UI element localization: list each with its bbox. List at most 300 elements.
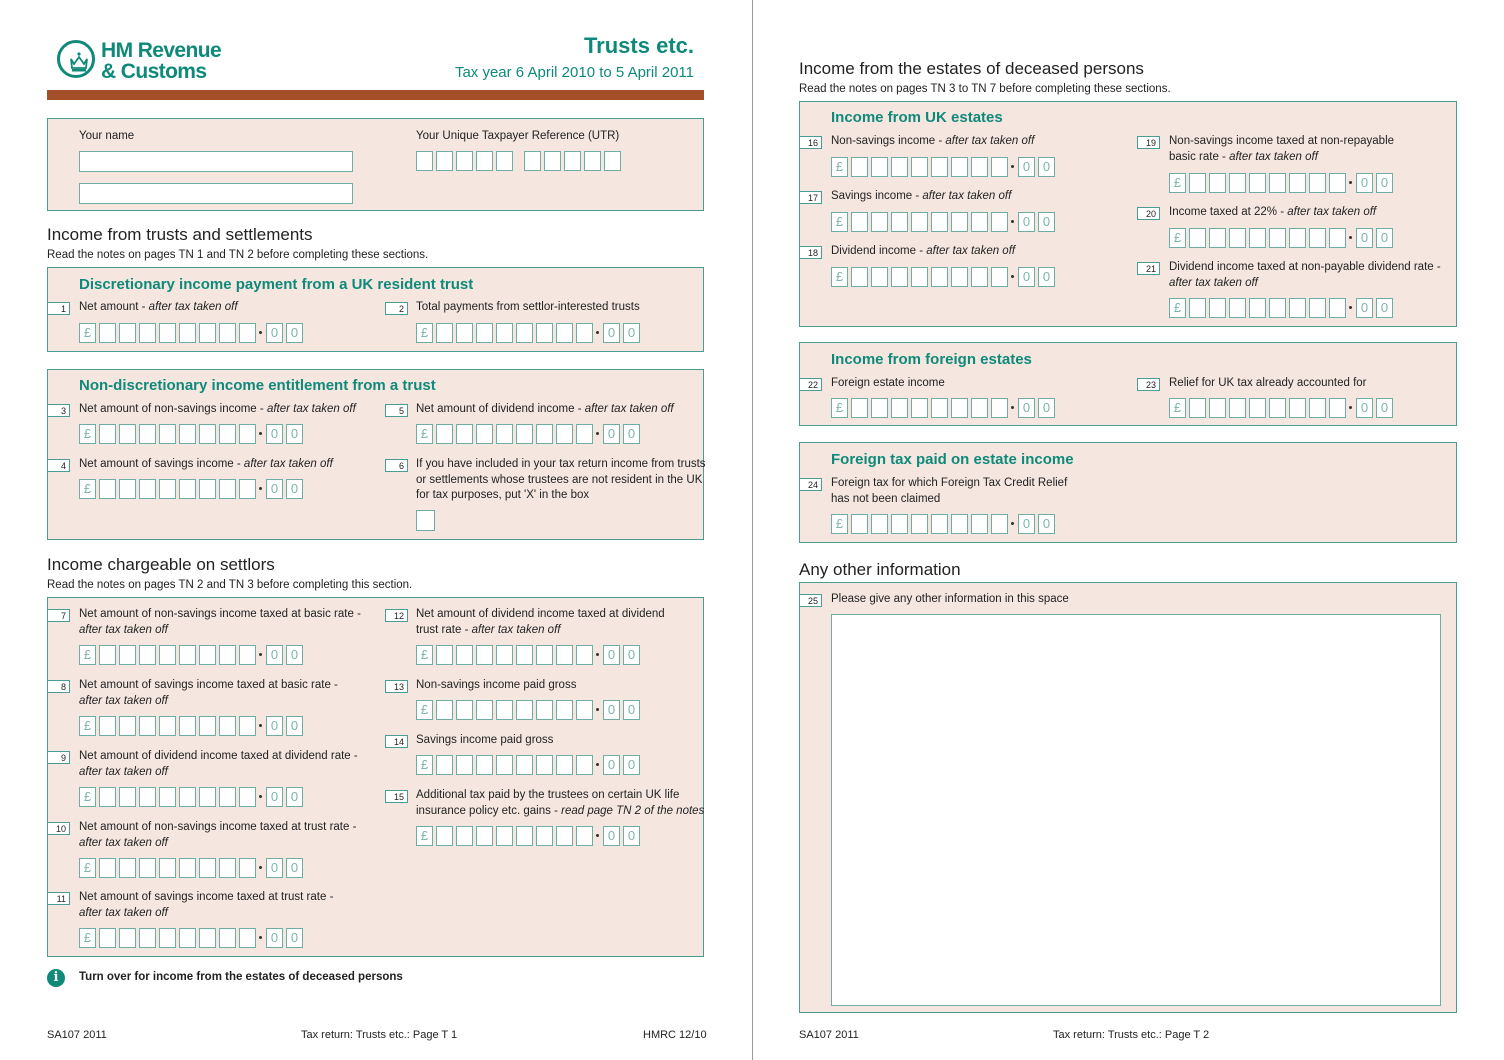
currency-cell[interactable]: £ bbox=[831, 267, 848, 287]
digit-cell[interactable] bbox=[219, 323, 236, 343]
digit-cell[interactable] bbox=[159, 323, 176, 343]
box17-amount[interactable] bbox=[831, 212, 1058, 232]
digit-cell[interactable] bbox=[99, 424, 116, 444]
box20-amount[interactable] bbox=[1169, 228, 1396, 248]
digit-cell[interactable] bbox=[496, 424, 513, 444]
digit-cell[interactable] bbox=[891, 157, 908, 177]
digit-cell[interactable] bbox=[99, 716, 116, 736]
digit-cell[interactable] bbox=[199, 479, 216, 499]
digit-cell[interactable] bbox=[576, 700, 593, 720]
digit-cell[interactable] bbox=[99, 858, 116, 878]
pence-cell[interactable]: 0 bbox=[266, 323, 283, 343]
pence-cell[interactable]: 0 bbox=[623, 755, 640, 775]
digit-cell[interactable] bbox=[179, 787, 196, 807]
currency-cell[interactable]: £ bbox=[416, 645, 433, 665]
digit-cell[interactable] bbox=[911, 398, 928, 418]
digit-cell[interactable] bbox=[199, 928, 216, 948]
digit-cell[interactable] bbox=[516, 645, 533, 665]
digit-cell[interactable] bbox=[556, 700, 573, 720]
digit-cell[interactable] bbox=[239, 479, 256, 499]
digit-cell[interactable] bbox=[239, 716, 256, 736]
digit-cell[interactable] bbox=[991, 398, 1008, 418]
digit-cell[interactable] bbox=[891, 514, 908, 534]
pence-cell[interactable]: 0 bbox=[1038, 267, 1055, 287]
box24-amount[interactable] bbox=[831, 514, 1058, 534]
digit-cell[interactable] bbox=[239, 424, 256, 444]
box-number: 22 bbox=[799, 378, 822, 391]
box12-amount[interactable] bbox=[416, 645, 643, 665]
box1-amount[interactable] bbox=[79, 323, 306, 343]
digit-cell[interactable] bbox=[1209, 228, 1226, 248]
currency-cell[interactable]: £ bbox=[416, 755, 433, 775]
digit-cell[interactable] bbox=[496, 826, 513, 846]
digit-cell[interactable] bbox=[1229, 298, 1246, 318]
digit-cell[interactable] bbox=[1269, 398, 1286, 418]
utr-digit[interactable] bbox=[544, 151, 561, 171]
box8-amount[interactable] bbox=[79, 716, 306, 736]
pence-cell[interactable]: 0 bbox=[1356, 398, 1373, 418]
box14-amount[interactable] bbox=[416, 755, 643, 775]
pence-cell[interactable]: 0 bbox=[286, 716, 303, 736]
digit-cell[interactable] bbox=[219, 858, 236, 878]
currency-cell[interactable]: £ bbox=[1169, 173, 1186, 193]
currency-cell[interactable]: £ bbox=[831, 514, 848, 534]
digit-cell[interactable] bbox=[239, 928, 256, 948]
digit-cell[interactable] bbox=[179, 716, 196, 736]
pence-cell[interactable]: 0 bbox=[603, 826, 620, 846]
pence-cell[interactable]: 0 bbox=[286, 858, 303, 878]
currency-cell[interactable]: £ bbox=[79, 928, 96, 948]
digit-cell[interactable] bbox=[911, 514, 928, 534]
digit-cell[interactable] bbox=[951, 212, 968, 232]
digit-cell[interactable] bbox=[1229, 173, 1246, 193]
digit-cell[interactable] bbox=[139, 858, 156, 878]
digit-cell[interactable] bbox=[911, 157, 928, 177]
pence-cell[interactable]: 0 bbox=[623, 826, 640, 846]
digit-cell[interactable] bbox=[119, 323, 136, 343]
digit-cell[interactable] bbox=[1249, 173, 1266, 193]
box9-amount[interactable] bbox=[79, 787, 306, 807]
pence-cell[interactable]: 0 bbox=[603, 424, 620, 444]
pence-cell[interactable]: 0 bbox=[1018, 267, 1035, 287]
footer-form-code: SA107 2011 bbox=[799, 1029, 859, 1041]
digit-cell[interactable] bbox=[199, 424, 216, 444]
currency-cell[interactable]: £ bbox=[79, 424, 96, 444]
box4-amount[interactable] bbox=[79, 479, 306, 499]
box6-checkbox[interactable] bbox=[416, 510, 435, 531]
digit-cell[interactable] bbox=[456, 323, 473, 343]
digit-cell[interactable] bbox=[911, 212, 928, 232]
digit-cell[interactable] bbox=[1249, 298, 1266, 318]
digit-cell[interactable] bbox=[1229, 398, 1246, 418]
digit-cell[interactable] bbox=[1209, 298, 1226, 318]
digit-cell[interactable] bbox=[536, 424, 553, 444]
digit-cell[interactable] bbox=[159, 787, 176, 807]
digit-cell[interactable] bbox=[1329, 173, 1346, 193]
digit-cell[interactable] bbox=[851, 398, 868, 418]
box-number: 12 bbox=[385, 609, 408, 622]
digit-cell[interactable] bbox=[179, 645, 196, 665]
digit-cell[interactable] bbox=[851, 157, 868, 177]
digit-cell[interactable] bbox=[456, 755, 473, 775]
digit-cell[interactable] bbox=[516, 755, 533, 775]
digit-cell[interactable] bbox=[951, 157, 968, 177]
pence-cell[interactable]: 0 bbox=[623, 424, 640, 444]
utr-digit[interactable] bbox=[416, 151, 433, 171]
digit-cell[interactable] bbox=[436, 826, 453, 846]
digit-cell[interactable] bbox=[536, 323, 553, 343]
pence-cell[interactable]: 0 bbox=[603, 700, 620, 720]
box7-amount[interactable] bbox=[79, 645, 306, 665]
digit-cell[interactable] bbox=[239, 858, 256, 878]
digit-cell[interactable] bbox=[119, 716, 136, 736]
pence-cell[interactable]: 0 bbox=[266, 928, 283, 948]
currency-cell[interactable]: £ bbox=[416, 323, 433, 343]
digit-cell[interactable] bbox=[971, 398, 988, 418]
digit-cell[interactable] bbox=[1309, 228, 1326, 248]
digit-cell[interactable] bbox=[556, 755, 573, 775]
digit-cell[interactable] bbox=[496, 645, 513, 665]
digit-cell[interactable] bbox=[516, 700, 533, 720]
digit-cell[interactable] bbox=[99, 645, 116, 665]
digit-cell[interactable] bbox=[496, 700, 513, 720]
digit-cell[interactable] bbox=[871, 267, 888, 287]
digit-cell[interactable] bbox=[991, 157, 1008, 177]
digit-cell[interactable] bbox=[1309, 398, 1326, 418]
digit-cell[interactable] bbox=[119, 424, 136, 444]
digit-cell[interactable] bbox=[556, 424, 573, 444]
digit-cell[interactable] bbox=[219, 645, 236, 665]
pence-cell[interactable]: 0 bbox=[1018, 157, 1035, 177]
box13-label: Non-savings income paid gross bbox=[416, 679, 577, 691]
digit-cell[interactable] bbox=[1269, 298, 1286, 318]
pence-cell[interactable]: 0 bbox=[286, 787, 303, 807]
digit-cell[interactable] bbox=[219, 928, 236, 948]
utr-digit[interactable] bbox=[584, 151, 601, 171]
digit-cell[interactable] bbox=[99, 479, 116, 499]
utr-digit[interactable] bbox=[436, 151, 453, 171]
digit-cell[interactable] bbox=[476, 424, 493, 444]
digit-cell[interactable] bbox=[1189, 298, 1206, 318]
digit-cell[interactable] bbox=[556, 645, 573, 665]
pence-cell[interactable]: 0 bbox=[1038, 212, 1055, 232]
digit-cell[interactable] bbox=[951, 398, 968, 418]
name-field-2[interactable] bbox=[79, 183, 353, 204]
digit-cell[interactable] bbox=[576, 323, 593, 343]
pence-cell[interactable]: 0 bbox=[266, 479, 283, 499]
utr-digit[interactable] bbox=[524, 151, 541, 171]
digit-cell[interactable] bbox=[219, 716, 236, 736]
pence-cell[interactable]: 0 bbox=[603, 755, 620, 775]
currency-cell[interactable]: £ bbox=[79, 787, 96, 807]
box5-amount[interactable] bbox=[416, 424, 643, 444]
foreign-estates-title: Income from foreign estates bbox=[831, 351, 1032, 368]
pence-cell[interactable]: 0 bbox=[623, 645, 640, 665]
digit-cell[interactable] bbox=[199, 787, 216, 807]
digit-cell[interactable] bbox=[951, 267, 968, 287]
box23-label: Relief for UK tax already accounted for bbox=[1169, 377, 1367, 389]
other-info-textarea[interactable] bbox=[831, 614, 1441, 1006]
digit-cell[interactable] bbox=[159, 479, 176, 499]
pence-cell[interactable]: 0 bbox=[603, 323, 620, 343]
digit-cell[interactable] bbox=[139, 716, 156, 736]
digit-cell[interactable] bbox=[456, 826, 473, 846]
digit-cell[interactable] bbox=[536, 755, 553, 775]
digit-cell[interactable] bbox=[179, 323, 196, 343]
digit-cell[interactable] bbox=[536, 700, 553, 720]
pence-cell[interactable]: 0 bbox=[286, 645, 303, 665]
digit-cell[interactable] bbox=[1189, 398, 1206, 418]
digit-cell[interactable] bbox=[851, 212, 868, 232]
digit-cell[interactable] bbox=[436, 755, 453, 775]
digit-cell[interactable] bbox=[871, 514, 888, 534]
pence-cell[interactable]: 0 bbox=[1356, 298, 1373, 318]
digit-cell[interactable] bbox=[1189, 228, 1206, 248]
currency-cell[interactable]: £ bbox=[831, 398, 848, 418]
discretionary-title: Discretionary income payment from a UK resident trust bbox=[79, 276, 474, 293]
digit-cell[interactable] bbox=[219, 424, 236, 444]
pence-cell[interactable]: 0 bbox=[1356, 228, 1373, 248]
pence-cell[interactable]: 0 bbox=[1038, 514, 1055, 534]
currency-cell[interactable]: £ bbox=[79, 323, 96, 343]
box21-amount[interactable] bbox=[1169, 298, 1396, 318]
digit-cell[interactable] bbox=[1269, 228, 1286, 248]
digit-cell[interactable] bbox=[159, 645, 176, 665]
digit-cell[interactable] bbox=[871, 212, 888, 232]
digit-cell[interactable] bbox=[159, 928, 176, 948]
box15-amount[interactable] bbox=[416, 826, 643, 846]
digit-cell[interactable] bbox=[931, 157, 948, 177]
box10-amount[interactable] bbox=[79, 858, 306, 878]
pence-cell[interactable]: 0 bbox=[603, 645, 620, 665]
digit-cell[interactable] bbox=[496, 755, 513, 775]
digit-cell[interactable] bbox=[139, 424, 156, 444]
digit-cell[interactable] bbox=[119, 858, 136, 878]
digit-cell[interactable] bbox=[219, 479, 236, 499]
digit-cell[interactable] bbox=[851, 514, 868, 534]
digit-cell[interactable] bbox=[1249, 228, 1266, 248]
digit-cell[interactable] bbox=[1309, 173, 1326, 193]
utr-digit[interactable] bbox=[496, 151, 513, 171]
digit-cell[interactable] bbox=[891, 398, 908, 418]
digit-cell[interactable] bbox=[119, 645, 136, 665]
box13-amount[interactable] bbox=[416, 700, 643, 720]
digit-cell[interactable] bbox=[99, 323, 116, 343]
digit-cell[interactable] bbox=[476, 700, 493, 720]
digit-cell[interactable] bbox=[971, 212, 988, 232]
digit-cell[interactable] bbox=[931, 267, 948, 287]
currency-cell[interactable]: £ bbox=[79, 716, 96, 736]
digit-cell[interactable] bbox=[239, 787, 256, 807]
digit-cell[interactable] bbox=[931, 212, 948, 232]
digit-cell[interactable] bbox=[199, 323, 216, 343]
currency-cell[interactable]: £ bbox=[416, 700, 433, 720]
digit-cell[interactable] bbox=[516, 323, 533, 343]
pence-cell[interactable]: 0 bbox=[1376, 173, 1393, 193]
pence-cell[interactable]: 0 bbox=[286, 479, 303, 499]
pence-cell[interactable]: 0 bbox=[1038, 398, 1055, 418]
digit-cell[interactable] bbox=[436, 645, 453, 665]
box16-amount[interactable] bbox=[831, 157, 1058, 177]
digit-cell[interactable] bbox=[179, 424, 196, 444]
currency-cell[interactable]: £ bbox=[79, 479, 96, 499]
digit-cell[interactable] bbox=[159, 858, 176, 878]
digit-cell[interactable] bbox=[139, 787, 156, 807]
pence-cell[interactable]: 0 bbox=[266, 787, 283, 807]
digit-cell[interactable] bbox=[991, 267, 1008, 287]
digit-cell[interactable] bbox=[1329, 398, 1346, 418]
box18-amount[interactable] bbox=[831, 267, 1058, 287]
box23-amount[interactable] bbox=[1169, 398, 1396, 418]
utr-digit[interactable] bbox=[564, 151, 581, 171]
decimal-point bbox=[259, 653, 262, 656]
currency-cell[interactable]: £ bbox=[79, 645, 96, 665]
pence-cell[interactable]: 0 bbox=[623, 700, 640, 720]
box-number: 11 bbox=[47, 892, 70, 905]
digit-cell[interactable] bbox=[476, 826, 493, 846]
digit-cell[interactable] bbox=[179, 858, 196, 878]
digit-cell[interactable] bbox=[436, 700, 453, 720]
digit-cell[interactable] bbox=[1289, 298, 1306, 318]
box11-amount[interactable] bbox=[79, 928, 306, 948]
digit-cell[interactable] bbox=[1289, 398, 1306, 418]
currency-cell[interactable]: £ bbox=[1169, 298, 1186, 318]
digit-cell[interactable] bbox=[851, 267, 868, 287]
digit-cell[interactable] bbox=[476, 755, 493, 775]
digit-cell[interactable] bbox=[159, 716, 176, 736]
digit-cell[interactable] bbox=[1249, 398, 1266, 418]
digit-cell[interactable] bbox=[179, 479, 196, 499]
pence-cell[interactable]: 0 bbox=[1018, 212, 1035, 232]
pence-cell[interactable]: 0 bbox=[266, 858, 283, 878]
digit-cell[interactable] bbox=[159, 424, 176, 444]
box22-amount[interactable] bbox=[831, 398, 1058, 418]
digit-cell[interactable] bbox=[139, 479, 156, 499]
digit-cell[interactable] bbox=[931, 398, 948, 418]
turn-over-note: Turn over for income from the estates of deceased persons bbox=[79, 971, 403, 983]
digit-cell[interactable] bbox=[1289, 228, 1306, 248]
digit-cell[interactable] bbox=[199, 716, 216, 736]
digit-cell[interactable] bbox=[476, 323, 493, 343]
digit-cell[interactable] bbox=[971, 267, 988, 287]
digit-cell[interactable] bbox=[239, 323, 256, 343]
pence-cell[interactable]: 0 bbox=[1018, 514, 1035, 534]
pence-cell[interactable]: 0 bbox=[1376, 228, 1393, 248]
digit-cell[interactable] bbox=[576, 424, 593, 444]
pence-cell[interactable]: 0 bbox=[286, 424, 303, 444]
digit-cell[interactable] bbox=[891, 267, 908, 287]
digit-cell[interactable] bbox=[971, 514, 988, 534]
digit-cell[interactable] bbox=[456, 645, 473, 665]
digit-cell[interactable] bbox=[456, 424, 473, 444]
digit-cell[interactable] bbox=[576, 755, 593, 775]
pence-cell[interactable]: 0 bbox=[286, 323, 303, 343]
digit-cell[interactable] bbox=[99, 928, 116, 948]
digit-cell[interactable] bbox=[536, 645, 553, 665]
digit-cell[interactable] bbox=[496, 323, 513, 343]
pence-cell[interactable]: 0 bbox=[1356, 173, 1373, 193]
digit-cell[interactable] bbox=[119, 479, 136, 499]
digit-cell[interactable] bbox=[199, 858, 216, 878]
digit-cell[interactable] bbox=[931, 514, 948, 534]
digit-cell[interactable] bbox=[119, 928, 136, 948]
pence-cell[interactable]: 0 bbox=[1376, 298, 1393, 318]
box19-amount[interactable] bbox=[1169, 173, 1396, 193]
digit-cell[interactable] bbox=[971, 157, 988, 177]
digit-cell[interactable] bbox=[1209, 398, 1226, 418]
pence-cell[interactable]: 0 bbox=[286, 928, 303, 948]
currency-cell[interactable]: £ bbox=[79, 858, 96, 878]
pence-cell[interactable]: 0 bbox=[1376, 398, 1393, 418]
currency-cell[interactable]: £ bbox=[831, 212, 848, 232]
digit-cell[interactable] bbox=[536, 826, 553, 846]
digit-cell[interactable] bbox=[99, 787, 116, 807]
digit-cell[interactable] bbox=[1289, 173, 1306, 193]
pence-cell[interactable]: 0 bbox=[623, 323, 640, 343]
pence-cell[interactable]: 0 bbox=[266, 424, 283, 444]
currency-cell[interactable]: £ bbox=[831, 157, 848, 177]
currency-cell[interactable]: £ bbox=[416, 826, 433, 846]
digit-cell[interactable] bbox=[556, 826, 573, 846]
digit-cell[interactable] bbox=[436, 323, 453, 343]
digit-cell[interactable] bbox=[139, 323, 156, 343]
digit-cell[interactable] bbox=[119, 787, 136, 807]
pence-cell[interactable]: 0 bbox=[1038, 157, 1055, 177]
digit-cell[interactable] bbox=[1229, 228, 1246, 248]
digit-cell[interactable] bbox=[199, 645, 216, 665]
currency-cell[interactable]: £ bbox=[416, 424, 433, 444]
digit-cell[interactable] bbox=[1189, 173, 1206, 193]
pence-cell[interactable]: 0 bbox=[266, 645, 283, 665]
digit-cell[interactable] bbox=[871, 157, 888, 177]
digit-cell[interactable] bbox=[871, 398, 888, 418]
digit-cell[interactable] bbox=[456, 700, 473, 720]
digit-cell[interactable] bbox=[1329, 298, 1346, 318]
digit-cell[interactable] bbox=[139, 928, 156, 948]
digit-cell[interactable] bbox=[991, 212, 1008, 232]
digit-cell[interactable] bbox=[1269, 173, 1286, 193]
digit-cell[interactable] bbox=[516, 826, 533, 846]
digit-cell[interactable] bbox=[911, 267, 928, 287]
digit-cell[interactable] bbox=[239, 645, 256, 665]
digit-cell[interactable] bbox=[951, 514, 968, 534]
utr-digit[interactable] bbox=[604, 151, 621, 171]
digit-cell[interactable] bbox=[179, 928, 196, 948]
utr-digit[interactable] bbox=[456, 151, 473, 171]
digit-cell[interactable] bbox=[1209, 173, 1226, 193]
box3-amount[interactable] bbox=[79, 424, 306, 444]
utr-digit[interactable] bbox=[476, 151, 493, 171]
pence-cell[interactable]: 0 bbox=[1018, 398, 1035, 418]
box2-amount[interactable] bbox=[416, 323, 643, 343]
digit-cell[interactable] bbox=[476, 645, 493, 665]
digit-cell[interactable] bbox=[1329, 228, 1346, 248]
digit-cell[interactable] bbox=[139, 645, 156, 665]
digit-cell[interactable] bbox=[516, 424, 533, 444]
pence-cell[interactable]: 0 bbox=[266, 716, 283, 736]
digit-cell[interactable] bbox=[1309, 298, 1326, 318]
digit-cell[interactable] bbox=[219, 787, 236, 807]
digit-cell[interactable] bbox=[576, 826, 593, 846]
digit-cell[interactable] bbox=[436, 424, 453, 444]
currency-cell[interactable]: £ bbox=[1169, 228, 1186, 248]
digit-cell[interactable] bbox=[556, 323, 573, 343]
currency-cell[interactable]: £ bbox=[1169, 398, 1186, 418]
digit-cell[interactable] bbox=[891, 212, 908, 232]
digit-cell[interactable] bbox=[991, 514, 1008, 534]
digit-cell[interactable] bbox=[576, 645, 593, 665]
name-field-1[interactable] bbox=[79, 151, 353, 172]
